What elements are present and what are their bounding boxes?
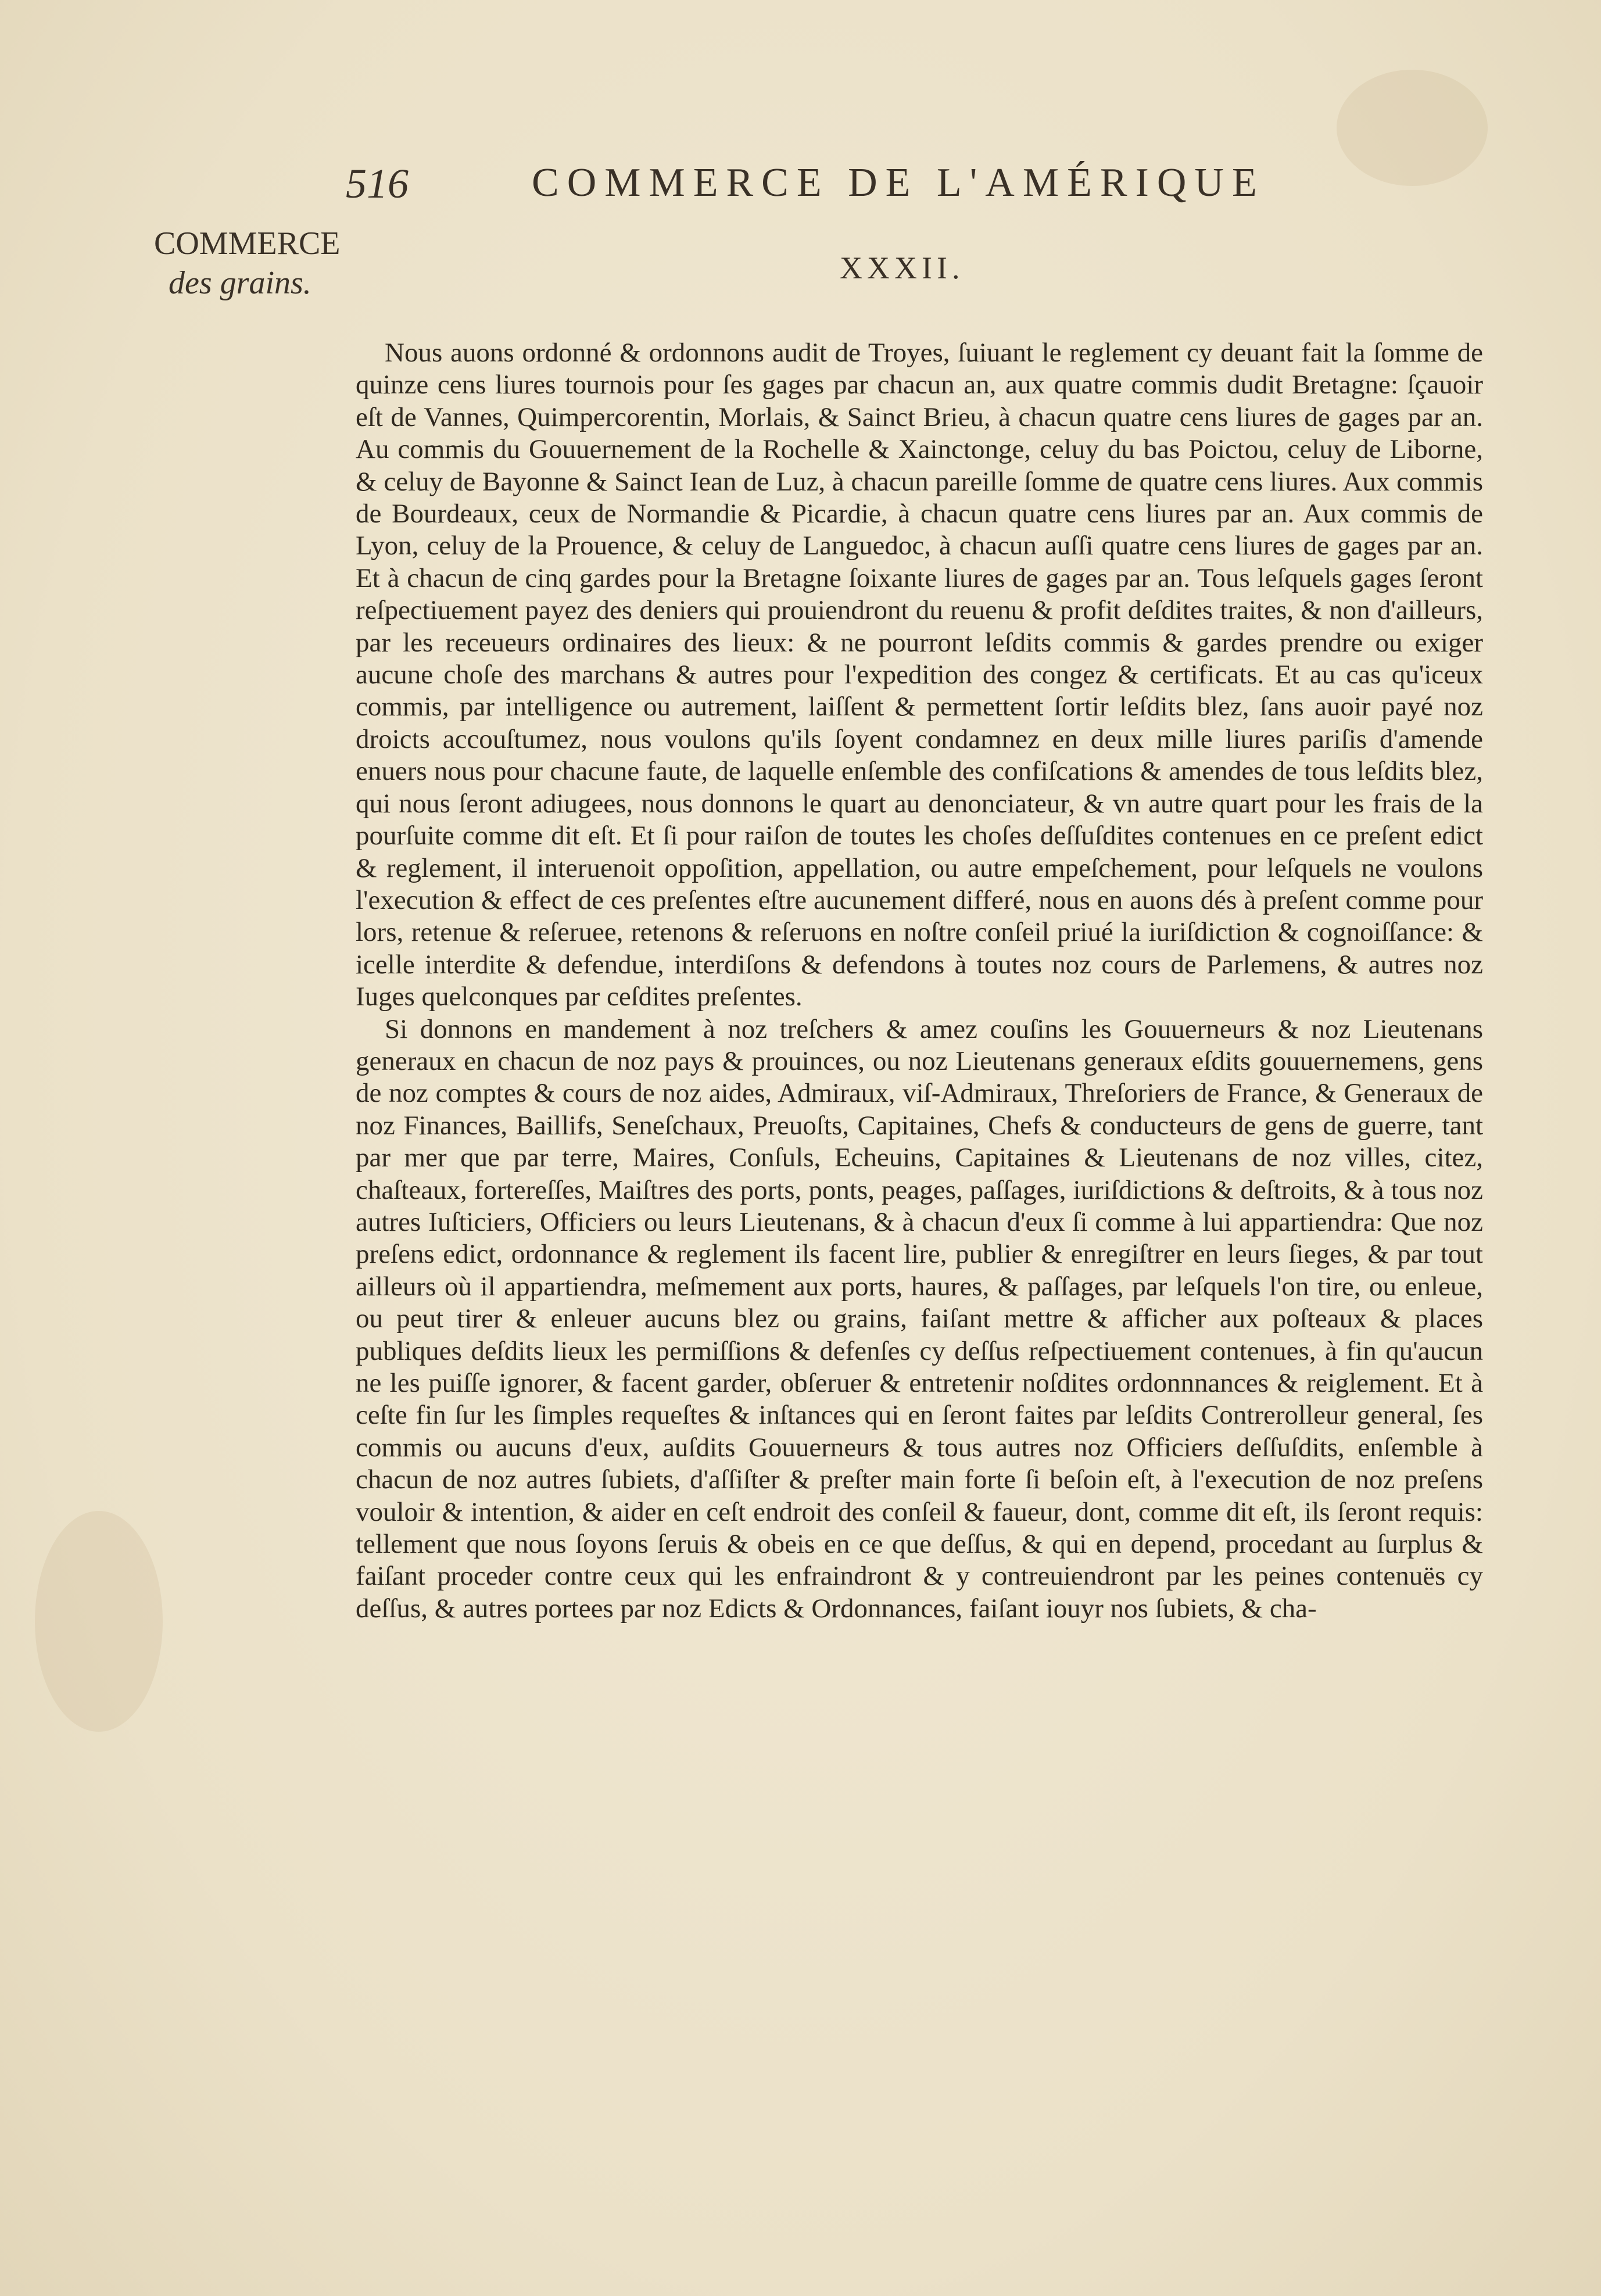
body-text bbox=[356, 337, 1483, 1982]
page-header bbox=[346, 148, 1334, 212]
margin-note bbox=[154, 224, 346, 303]
page-number: 516 bbox=[346, 160, 409, 207]
margin-note-line: des grains. bbox=[169, 265, 311, 301]
running-head: COMMERCE DE L'AMÉRIQUE bbox=[532, 160, 1265, 205]
paper-stain bbox=[1337, 70, 1488, 186]
section-number: XXXII. bbox=[840, 250, 965, 285]
paragraph: Nous auons ordonné & ordonnons audit de Troyes, ſuiuant le reglement cy deuant fait la ſomme de quinze cens liures tournois pour ſes gages par chacun an, aux quatre commis dudit Bretagne: ſçauoir eſt de Vannes, Quimpercorentin, Morlais, & Sainct Brieu, à chacun quatre cens liures de gages par an. Au commis du Gouuernement de la Rochelle & Xainctonge, celuy du bas Poictou, celuy de Liborne, & celuy de Bayonne & Sainct Iean de Luz, à chacun pareille ſomme de quatre cens liures. Aux commis de Bourdeaux, ceux de Normandie & Picardie, à chacun quatre cens liures par an. Aux commis de Lyon, celuy de la Prouence, & celuy de Languedoc, à chacun auſſi quatre cens liures de gages par an. Et à chacun de cinq gardes pour la Bretagne ſoixante liures de gages par an. Tous leſquels gages ſeront reſpectiuement payez des deniers qui prouiendront du reuenu & profit deſdites traites, & non d'ailleurs, par les receueurs ordinaires des lieux: & ne pourront leſdits commis & gardes prendre ou exiger aucune choſe des marchans & autres pour l'expedition des congez & certificats. Et au cas qu'iceux commis, par intelligence ou autrement, laiſſent & permettent ſortir leſdits blez, ſans auoir payé noz droicts accouſtumez, nous voulons qu'ils ſoyent condamnez en deux mille liures pariſis d'amende enuers nous pour chacune faute, de laquelle enſemble des confiſcations & amendes de tous leſdits blez, qui nous ſeront adiugees, nous donnons le quart au denonciateur, & vn autre quart pour les frais de la pourſuite comme dit eſt. Et ſi pour raiſon de toutes les choſes deſſuſdites contenues en ce preſent edict & reglement, il interuenoit oppoſition, appellation, ou autre empeſchement, pour leſquels ne voulons l'execution & effect de ces preſentes eſtre aucunement differé, nous en auons dés à preſent comme pour lors, retenue & reſeruee, retenons & reſeruons en noſtre conſeil priué la iuriſdiction & cognoiſſance: & icelle interdite & defendue, interdiſons & defendons à toutes noz cours de Parlemens, & autres noz Iuges quelconques par ceſdites preſentes. bbox=[356, 338, 1483, 1012]
paper-stain bbox=[35, 1511, 163, 1732]
paragraph: Si donnons en mandement à noz treſchers & amez couſins les Gouuerneurs & noz Lieutenans generaux en chacun de noz pays & prouinces, ou noz Lieutenans generaux eſdits gouuernemens, gens de noz comptes & cours de noz aides, Admiraux, viſ-Admiraux, Threſoriers de France, & Generaux de noz Finances, Baillifs, Seneſchaux, Preuoſts, Capitaines, Chefs & conducteurs de gens de guerre, tant par mer que par terre, Maires, Conſuls, Echeuins, Capitaines & Lieutenans de noz villes, citez, chaſteaux, fortereſſes, Maiſtres des ports, ponts, peages, paſſages, iuriſdictions & deſtroits, & à tous noz autres Iuſticiers, Officiers ou leurs Lieutenans, & à chacun d'eux ſi comme à lui appartiendra: Que noz preſens edict, ordonnance & reglement ils facent lire, publier & enregiſtrer en leurs ſieges, & par tout ailleurs où il appartiendra, meſmement aux ports, haures, & paſſages, par leſquels l'on tire, ou enleue, ou peut tirer & enleuer aucuns blez ou grains, faiſant mettre & afficher aux poſteaux & places publiques deſdits lieux les permiſſions & defenſes cy deſſus reſpectiuement contenues, à fin qu'aucun ne les puiſſe ignorer, & facent garder, obſeruer & entretenir noſdites ordonnnances & reiglement. Et à ceſte fin ſur les ſimples requeſtes & inſtances qui en ſeront faites par leſdits Contrerolleur general, ſes commis ou aucuns d'eux, auſdits Gouuerneurs & tous autres noz Officiers deſſuſdits, enſemble à chacun de noz autres ſubiets, d'aſſiſter & preſter main forte ſi beſoin eſt, à l'execution de noz preſens vouloir & intention, & aider en ceſt endroit des conſeil & faueur, dont, comme dit eſt, ils ſeront requis: tellement que nous ſoyons ſeruis & obeis en ce que deſſus, & qui en depend, procedant au ſurplus & faiſant proceder contre ceux qui les enfraindront & y contreuiendront par les peines contenuës cy deſſus, & autres portees par noz Edicts & Ordonnances, faiſant iouyr nos ſubiets, & cha- bbox=[356, 1013, 1483, 1624]
margin-note-line: COMMERCE bbox=[154, 225, 341, 262]
